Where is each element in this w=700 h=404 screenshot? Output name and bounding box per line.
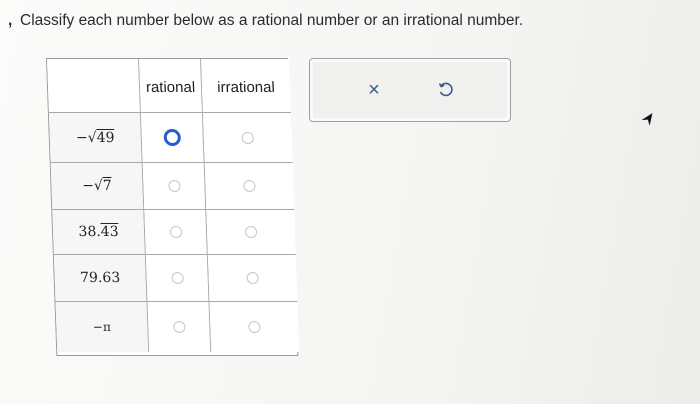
rational-cell bbox=[148, 302, 212, 352]
header-irrational: irrational bbox=[201, 59, 291, 113]
undo-button[interactable] bbox=[430, 74, 462, 106]
rational-cell bbox=[143, 163, 207, 210]
radical-symbol: √ bbox=[87, 129, 97, 146]
radio-irrational-row-2[interactable] bbox=[243, 180, 255, 192]
rational-cell bbox=[144, 210, 208, 255]
rational-cell bbox=[146, 255, 210, 302]
classification-table bbox=[46, 58, 298, 356]
number-label bbox=[49, 113, 143, 163]
mouse-pointer-icon bbox=[642, 110, 656, 129]
radio-irrational-row-5[interactable] bbox=[248, 321, 260, 333]
prompt-text: Classify each number below as a rational number or an irrational number. bbox=[20, 12, 524, 29]
close-icon: × bbox=[368, 78, 380, 101]
radio-irrational-row-3[interactable] bbox=[245, 226, 257, 238]
radio-rational-row-3[interactable] bbox=[169, 226, 181, 238]
irrational-cell bbox=[210, 302, 300, 352]
irrational-cell bbox=[203, 113, 293, 163]
number-label bbox=[56, 302, 150, 352]
radio-irrational-row-1[interactable] bbox=[242, 132, 254, 144]
number-label bbox=[51, 163, 145, 210]
number-sign: − bbox=[92, 320, 104, 334]
irrational-cell bbox=[205, 163, 295, 210]
rational-cell bbox=[141, 113, 205, 163]
radio-rational-row-4[interactable] bbox=[171, 272, 183, 284]
number-sign: − bbox=[75, 129, 89, 146]
radical-symbol: √ bbox=[93, 178, 104, 194]
answer-tools-panel bbox=[309, 58, 511, 122]
number-label bbox=[54, 255, 148, 302]
header-rational: rational bbox=[139, 59, 203, 113]
radicand: 7 bbox=[102, 178, 113, 194]
number-sign: − bbox=[81, 178, 95, 194]
question-prompt bbox=[8, 12, 523, 30]
header-blank bbox=[47, 59, 141, 113]
radio-rational-row-2[interactable] bbox=[168, 180, 180, 192]
radio-irrational-row-4[interactable] bbox=[246, 272, 258, 284]
clear-button[interactable] bbox=[358, 74, 390, 106]
irrational-cell bbox=[206, 210, 296, 255]
radio-rational-row-5[interactable] bbox=[173, 321, 185, 333]
irrational-cell bbox=[208, 255, 298, 302]
number-label bbox=[52, 210, 146, 255]
number-value: π bbox=[102, 320, 112, 334]
number-value: 38. bbox=[78, 224, 102, 240]
number-value: 79.63 bbox=[79, 270, 121, 286]
prompt-bullet: , bbox=[8, 12, 13, 29]
repeating-digits: 43 bbox=[100, 224, 119, 240]
radio-rational-row-1[interactable] bbox=[163, 129, 181, 146]
radicand: 49 bbox=[96, 129, 115, 146]
undo-icon bbox=[437, 81, 455, 99]
